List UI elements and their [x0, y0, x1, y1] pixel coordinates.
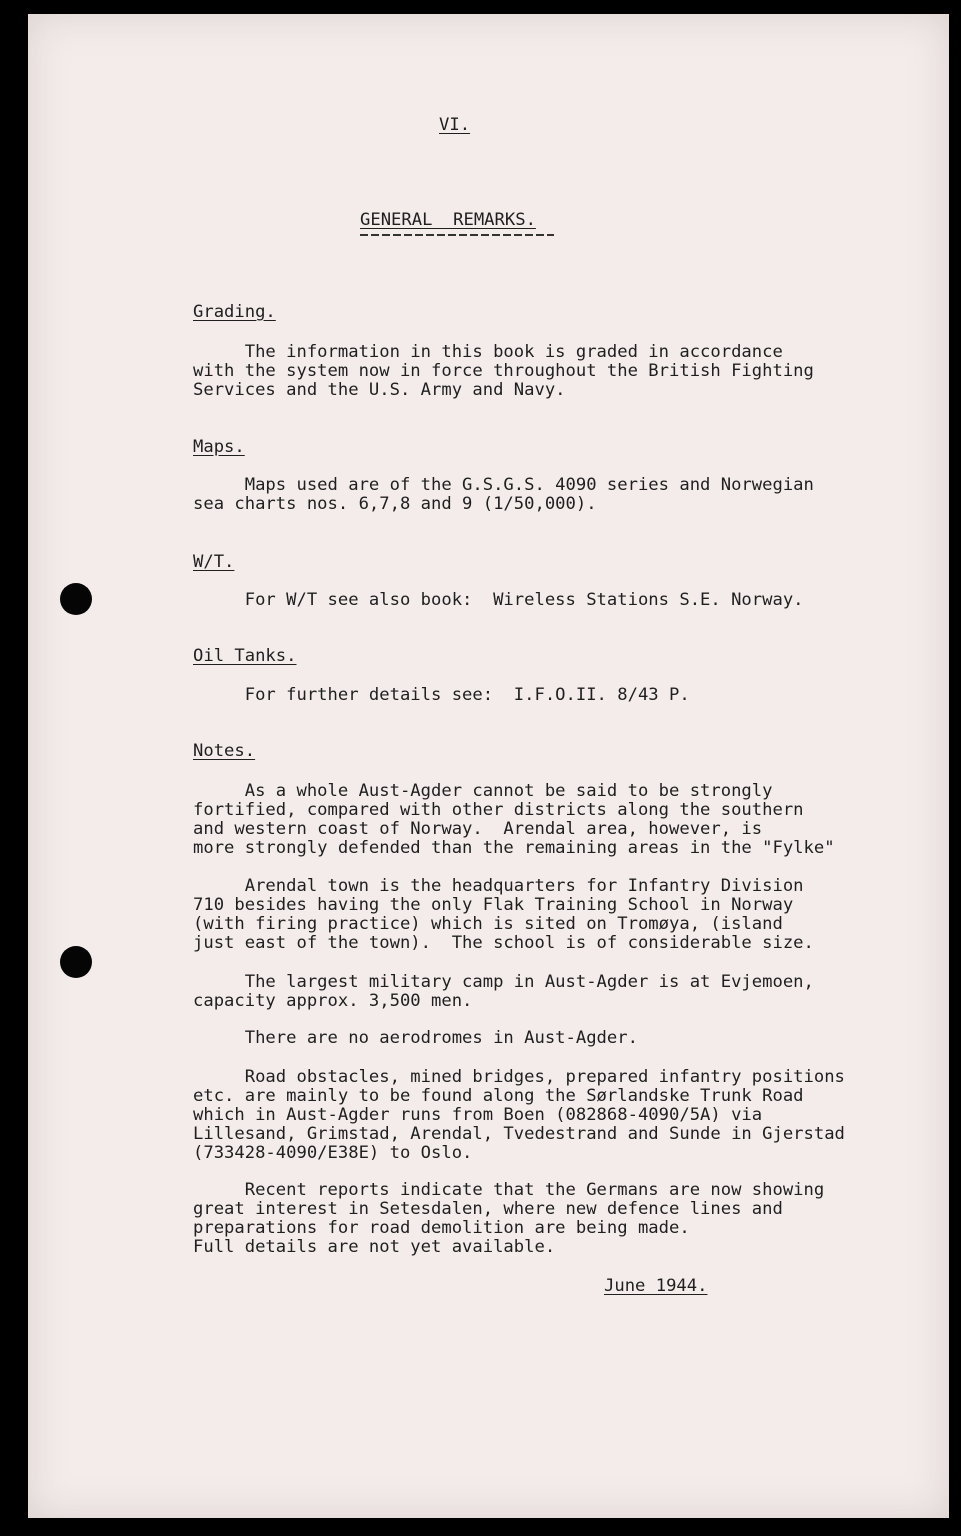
text-line: (733428-4090/E38E) to Oslo.	[193, 1143, 473, 1163]
text-line: There are no aerodromes in Aust-Agder.	[193, 1028, 638, 1048]
grading-paragraph	[193, 343, 814, 400]
notes-paragraph-6	[193, 1181, 824, 1257]
heading-maps: Maps.	[193, 437, 245, 457]
text-line: capacity approx. 3,500 men.	[193, 991, 473, 1011]
page-title: GENERAL REMARKS.	[360, 210, 536, 230]
text-line: As a whole Aust-Agder cannot be said to be strongly	[193, 781, 773, 801]
section-number: VI.	[439, 115, 471, 135]
text-line: just east of the town). The school is of considerable size.	[193, 933, 814, 953]
document-page	[28, 14, 949, 1518]
punch-hole-bottom	[60, 946, 92, 978]
text-line: For W/T see also book: Wireless Stations S.E. Norway.	[193, 590, 804, 610]
notes-paragraph-2	[193, 877, 814, 953]
text-line: Road obstacles, mined bridges, prepared infantry positions	[193, 1067, 845, 1087]
text-line: which in Aust-Agder runs from Boen (082868-4090/5A) via	[193, 1105, 763, 1125]
heading-oil-tanks: Oil Tanks.	[193, 646, 297, 666]
text-line: Services and the U.S. Army and Navy.	[193, 380, 566, 400]
text-line: etc. are mainly to be found along the Sørlandske Trunk Road	[193, 1086, 804, 1106]
text-line: Lillesand, Grimstad, Arendal, Tvedestrand and Sunde in Gjerstad	[193, 1124, 845, 1144]
heading-notes: Notes.	[193, 741, 256, 761]
text-line: sea charts nos. 6,7,8 and 9 (1/50,000).	[193, 494, 597, 514]
text-line: preparations for road demolition are being made.	[193, 1218, 690, 1238]
text-line: more strongly defended than the remaining areas in the "Fylke"	[193, 838, 835, 858]
oil-tanks-paragraph	[193, 686, 690, 705]
text-line: (with firing practice) which is sited on Tromøya, (island	[193, 914, 783, 934]
text-line: Arendal town is the headquarters for Infantry Division	[193, 876, 804, 896]
wt-paragraph	[193, 591, 804, 610]
text-line: Recent reports indicate that the Germans are now showing	[193, 1180, 825, 1200]
text-line: 710 besides having the only Flak Training School in Norway	[193, 895, 794, 915]
heading-wt: W/T.	[193, 552, 235, 572]
notes-paragraph-5	[193, 1068, 845, 1163]
text-line: The information in this book is graded in accordance	[193, 342, 783, 362]
text-line: with the system now in force throughout the British Fighting	[193, 361, 814, 381]
text-line: fortified, compared with other districts along the southern	[193, 800, 804, 820]
title-rule	[360, 234, 554, 236]
text-line: and western coast of Norway. Arendal area, however, is	[193, 819, 763, 839]
maps-paragraph	[193, 476, 814, 514]
document-date: June 1944.	[604, 1276, 708, 1296]
text-line: For further details see: I.F.O.II. 8/43 P.	[193, 685, 690, 705]
heading-grading: Grading.	[193, 302, 276, 322]
text-line: Full details are not yet available.	[193, 1237, 556, 1257]
text-line: great interest in Setesdalen, where new defence lines and	[193, 1199, 783, 1219]
text-line: The largest military camp in Aust-Agder is at Evjemoen,	[193, 972, 814, 992]
notes-paragraph-1	[193, 782, 835, 858]
notes-paragraph-3	[193, 973, 814, 1011]
notes-paragraph-4	[193, 1029, 638, 1048]
text-line: Maps used are of the G.S.G.S. 4090 series and Norwegian	[193, 475, 814, 495]
punch-hole-top	[60, 583, 92, 615]
